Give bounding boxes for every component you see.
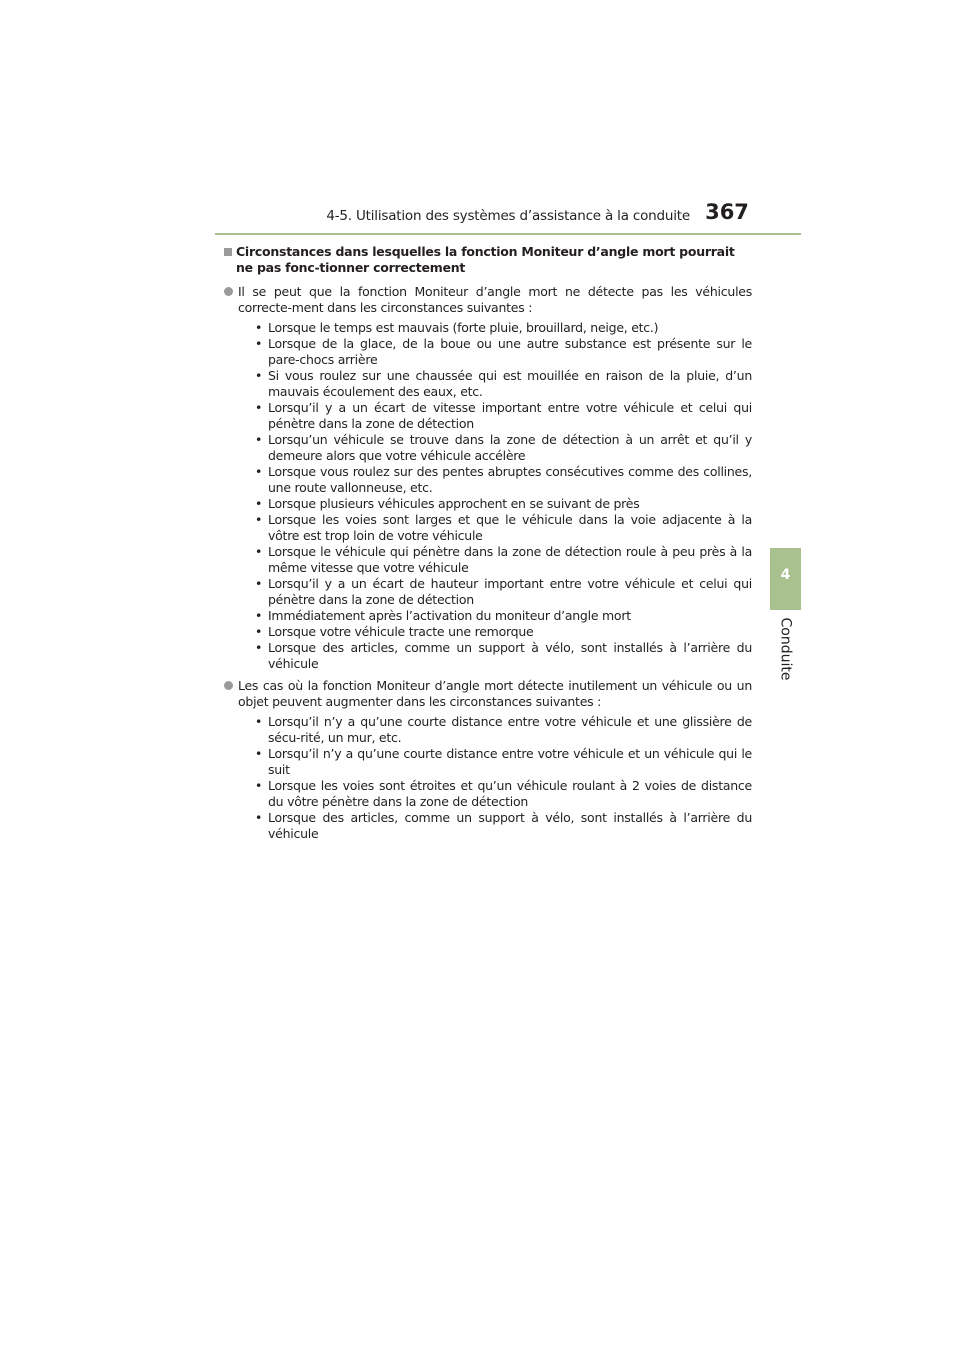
list-item-text: Lorsqu’il y a un écart de vitesse important entre votre véhicule et celui qui pénètre dans la zone de détection [268,400,752,431]
list-item [238,368,752,400]
list-item-text: Lorsqu’un véhicule se trouve dans la zone de détection à un arrêt et qu’il y demeure alors que votre véhicule accélère [268,432,752,463]
list-item-text: Lorsque de la glace, de la boue ou une autre substance est présente sur le pare-chocs arrière [268,336,752,367]
dot-bullet-icon: • [255,778,263,793]
paragraph-false-detection [222,678,752,842]
list-item [238,512,752,544]
dot-bullet-icon: • [255,464,263,479]
dot-bullet-icon: • [255,368,263,383]
list-item [238,400,752,432]
header-rule [215,233,801,235]
dot-bullet-icon: • [255,810,263,825]
list-item-text: Lorsque le temps est mauvais (forte pluie, brouillard, neige, etc.) [268,320,659,335]
dot-bullet-icon: • [255,714,263,729]
list-item [238,778,752,810]
list-item [238,714,752,746]
list-item-text: Lorsque vous roulez sur des pentes abruptes consécutives comme des collines, une route vallonneuse, etc. [268,464,752,495]
list-item [238,320,752,336]
section-heading-text: Circonstances dans lesquelles la fonction Moniteur d’angle mort pourrait ne pas fonc-tionner correctement [236,244,735,275]
chapter-tab [770,548,801,610]
chapter-label-text: Conduite [777,617,794,681]
list-item-text: Lorsque des articles, comme un support à vélo, sont installés à l’arrière du véhicule [268,640,752,671]
header-section-title: 4-5. Utilisation des systèmes d’assistance à la conduite [326,208,690,224]
list-item-text: Lorsque des articles, comme un support à vélo, sont installés à l’arrière du véhicule [268,810,752,841]
list-item [238,608,752,624]
list-item-text: Lorsque votre véhicule tracte une remorque [268,624,534,639]
list-item [238,746,752,778]
list-item [238,432,752,464]
dot-bullet-icon: • [255,512,263,527]
dot-bullet-icon: • [255,624,263,639]
list-item-text: Si vous roulez sur une chaussée qui est mouillée en raison de la pluie, d’un mauvais écoulement des eaux, etc. [268,368,752,399]
dot-bullet-icon: • [255,400,263,415]
circle-bullet-icon [224,681,233,690]
list-item [238,496,752,512]
list-item-text: Lorsque plusieurs véhicules approchent en se suivant de près [268,496,640,511]
list-item-text: Lorsque les voies sont étroites et qu’un véhicule roulant à 2 voies de distance du vôtre pénètre dans la zone de détection [268,778,752,809]
chapter-label [770,616,801,682]
dot-bullet-icon: • [255,746,263,761]
dot-bullet-icon: • [255,608,263,623]
paragraph-text: Les cas où la fonction Moniteur d’angle mort détecte inutilement un véhicule ou un objet peuvent augmenter dans les circonstances suivantes : [238,678,752,709]
section-heading [222,244,752,276]
dot-bullet-icon: • [255,640,263,655]
list-item [238,810,752,842]
list-item [238,576,752,608]
list-item [238,336,752,368]
list-item-text: Lorsqu’il y a un écart de hauteur important entre votre véhicule et celui qui pénètre dans la zone de détection [268,576,752,607]
chapter-tab-number: 4 [780,567,791,583]
dot-bullet-icon: • [255,320,263,335]
page-content [222,244,752,842]
paragraph-text: Il se peut que la fonction Moniteur d’angle mort ne détecte pas les véhicules correcte-ment dans les circonstances suivantes : [238,284,752,315]
dot-bullet-icon: • [255,544,263,559]
dot-bullet-icon: • [255,432,263,447]
paragraph-not-detected [222,284,752,672]
circle-bullet-icon [224,287,233,296]
list-item-text: Lorsqu’il n’y a qu’une courte distance entre votre véhicule et une glissière de sécu-rité, un mur, etc. [268,714,752,745]
list-item-text: Lorsque le véhicule qui pénètre dans la zone de détection roule à peu près à la même vitesse que votre véhicule [268,544,752,575]
list-item-text: Lorsqu’il n’y a qu’une courte distance entre votre véhicule et un véhicule qui le suit [268,746,752,777]
dot-bullet-icon: • [255,576,263,591]
circumstance-list [238,320,752,672]
list-item [238,464,752,496]
list-item [238,624,752,640]
page-number: 367 [705,200,749,224]
dot-bullet-icon: • [255,336,263,351]
list-item-text: Immédiatement après l’activation du moniteur d’angle mort [268,608,631,623]
list-item [238,640,752,672]
list-item-text: Lorsque les voies sont larges et que le véhicule dans la voie adjacente à la vôtre est trop loin de votre véhicule [268,512,752,543]
circumstance-list [238,714,752,842]
dot-bullet-icon: • [255,496,263,511]
list-item [238,544,752,576]
square-bullet-icon [224,248,232,256]
